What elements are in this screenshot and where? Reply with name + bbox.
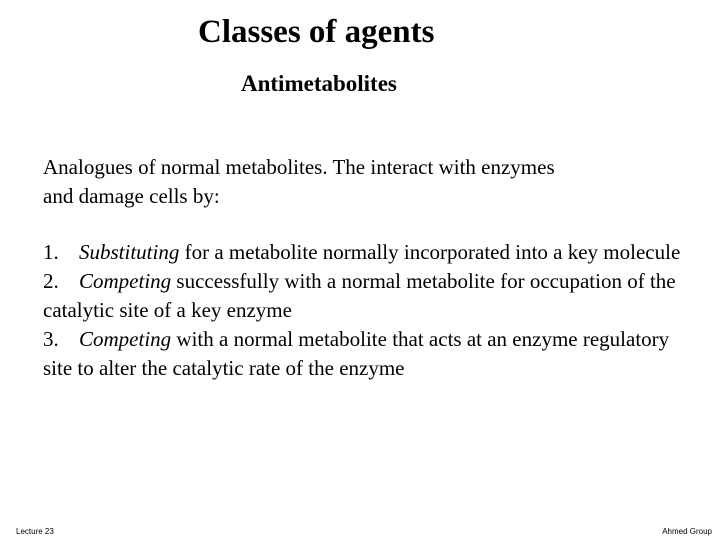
- item-verb: Competing: [79, 327, 172, 351]
- item-verb: Substituting: [79, 240, 180, 264]
- intro-line: Analogues of normal metabolites. The interact with enzymes: [43, 155, 555, 179]
- item-text: for a metabolite normally incorporated into a key molecule: [179, 240, 681, 264]
- footer-lecture-label: Lecture 23: [16, 527, 54, 536]
- footer-author-label: Ahmed Group: [662, 527, 712, 536]
- item-number: 2.: [43, 269, 59, 293]
- mechanism-list: [43, 238, 703, 383]
- slide-title: Classes of agents: [198, 14, 435, 50]
- item-number: 1.: [43, 240, 59, 264]
- mechanism-item-1: [43, 238, 703, 267]
- mechanism-item-3: [43, 325, 703, 383]
- slide-subtitle: Antimetabolites: [241, 71, 397, 96]
- item-text: with a normal metabolite that acts at an enzyme regulatory site to alter the catalytic rate of the enzyme: [43, 327, 670, 380]
- intro-line: and damage cells by:: [43, 184, 220, 208]
- item-text: successfully with a normal metabolite for occupation of the catalytic site of a key enzyme: [43, 269, 676, 322]
- mechanism-item-2: [43, 267, 703, 325]
- item-verb: Competing: [79, 269, 172, 293]
- intro-paragraph: [43, 153, 703, 211]
- item-number: 3.: [43, 327, 59, 351]
